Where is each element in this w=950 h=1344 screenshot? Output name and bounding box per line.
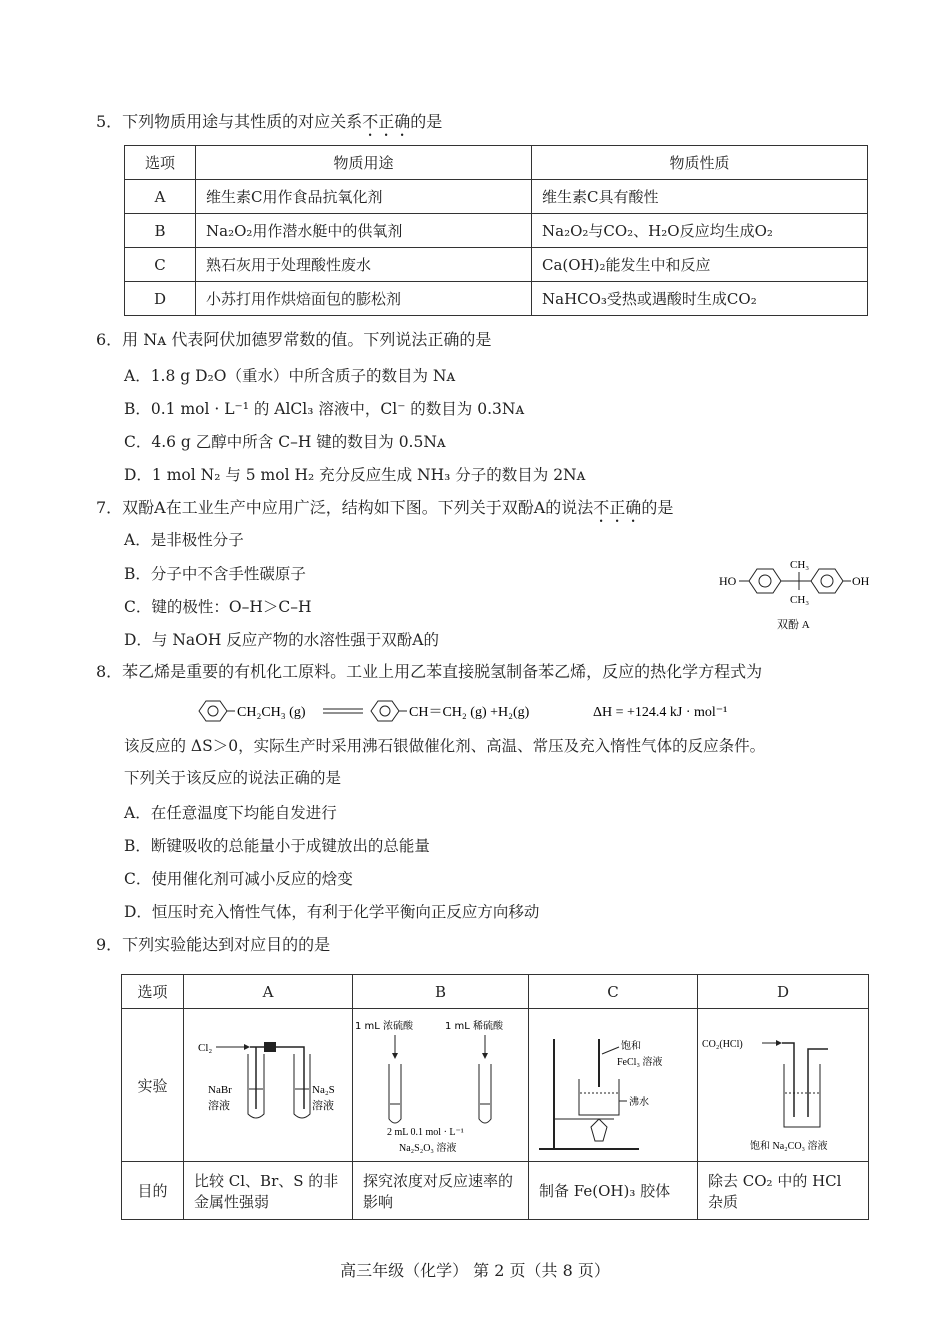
q7-option-c: C．键的极性：O–H＞C–H — [124, 598, 312, 616]
fig-b-cell — [353, 1009, 529, 1162]
table-row: 目的 比较 Cl、Br、S 的非金属性强弱 探究浓度对反应速率的影响 制备 Fe(OH)₃ 胶体 除去 CO₂ 中的 HCl 杂质 — [122, 1162, 869, 1220]
svg-text:Na₂S: Na₂S — [312, 1084, 335, 1096]
fig-a-apparatus — [184, 1009, 352, 1157]
q5-stem: 5．下列物质用途与其性质的对应关系不正确的是 — [96, 112, 443, 131]
q8-option-d: D．恒压时充入惰性气体，有利于化学平衡向正反应方向移动 — [124, 903, 540, 921]
q9-stem: 9．下列实验能达到对应目的的是 — [96, 935, 331, 954]
fig-b-apparatus — [353, 1009, 528, 1157]
fig-d-cell — [698, 1009, 869, 1162]
q8-option-a: A．在任意温度下均能自发进行 — [124, 804, 337, 822]
svg-text:溶液: 溶液 — [312, 1099, 334, 1112]
q9-table — [121, 974, 869, 1220]
table-row: A 维生素C用作食品抗氧化剂 维生素C具有酸性 — [125, 180, 868, 214]
q5-table — [124, 145, 868, 316]
table-row: D 小苏打用作烘焙面包的膨松剂 NaHCO₃受热或遇酸时生成CO₂ — [125, 282, 868, 316]
svg-text:沸水: 沸水 — [629, 1097, 649, 1108]
q6-option-d: D．1 mol N₂ 与 5 mol H₂ 充分反应生成 NH₃ 分子的数目为 2Nᴀ — [124, 466, 586, 484]
q6-option-b: B．0.1 mol · L⁻¹ 的 AlCl₃ 溶液中，Cl⁻ 的数目为 0.3Nᴀ — [124, 400, 525, 418]
bisphenol-a-structure — [715, 552, 875, 638]
svg-text:Na₂S₂O₃ 溶液: Na₂S₂O₃ 溶液 — [399, 1143, 457, 1154]
fig-d-apparatus — [698, 1009, 868, 1157]
svg-text:1 mL 稀硫酸: 1 mL 稀硫酸 — [445, 1021, 504, 1032]
svg-text:2 mL 0.1 mol · L⁻¹: 2 mL 0.1 mol · L⁻¹ — [387, 1127, 464, 1138]
q5-emphasis: 不正确 — [362, 112, 411, 131]
fig-c-apparatus — [529, 1009, 697, 1157]
svg-text:饱和 Na₂CO₃ 溶液: 饱和 Na₂CO₃ 溶液 — [750, 1141, 828, 1152]
svg-text:HO: HO — [719, 574, 737, 588]
q7-option-a: A．是非极性分子 — [124, 531, 244, 549]
fig-a-cell — [184, 1009, 353, 1162]
q7-option-d: D．与 NaOH 反应产物的水溶性强于双酚A的 — [124, 631, 440, 649]
svg-text:FeCl₃ 溶液: FeCl₃ 溶液 — [617, 1057, 663, 1068]
svg-text:1 mL 浓硫酸: 1 mL 浓硫酸 — [355, 1021, 414, 1032]
svg-text:饱和: 饱和 — [621, 1041, 641, 1052]
svg-text:CH₃: CH₃ — [790, 559, 810, 571]
svg-text:NaBr: NaBr — [208, 1084, 232, 1096]
q8-stem: 8．苯乙烯是重要的有机化工原料。工业上用乙苯直接脱氢制备苯乙烯，反应的热化学方程式为 — [96, 662, 763, 681]
q6-option-c: C．4.6 g 乙醇中所含 C–H 键的数目为 0.5Nᴀ — [124, 433, 446, 451]
table-row: C 熟石灰用于处理酸性废水 Ca(OH)₂能发生中和反应 — [125, 248, 868, 282]
q7-option-b: B．分子中不含手性碳原子 — [124, 565, 306, 583]
table-header: 物质用途 — [196, 146, 532, 180]
q7-emphasis: 不正确 — [593, 498, 642, 517]
svg-text:双酚 A: 双酚 A — [777, 619, 810, 631]
table-row: 选项 A B C D — [122, 975, 869, 1009]
svg-text:CO₂(HCl): CO₂(HCl) — [702, 1039, 743, 1050]
fig-c-cell — [529, 1009, 698, 1162]
svg-text:CH₃: CH₃ — [790, 594, 810, 606]
q8-equation — [195, 696, 815, 726]
table-row: B Na₂O₂用作潜水艇中的供氧剂 Na₂O₂与CO₂、H₂O反应均生成O₂ — [125, 214, 868, 248]
table-header: 物质性质 — [532, 146, 868, 180]
q8-line2: 该反应的 ΔS＞0，实际生产时采用沸石银做催化剂、高温、常压及充入惰性气体的反应条件。 — [124, 737, 766, 755]
q8-line3: 下列关于该反应的说法正确的是 — [124, 769, 342, 787]
svg-text:ΔH = +124.4 kJ · mol⁻¹: ΔH = +124.4 kJ · mol⁻¹ — [593, 705, 728, 720]
q8-option-b: B．断键吸收的总能量小于成键放出的总能量 — [124, 837, 430, 855]
q7-stem: 7．双酚A在工业生产中应用广泛，结构如下图。下列关于双酚A的说法不正确的是 — [96, 498, 674, 517]
svg-text:Cl₂: Cl₂ — [198, 1042, 213, 1054]
svg-text:OH: OH — [852, 574, 870, 588]
table-row — [125, 146, 868, 180]
svg-text:CH＝CH₂ (g) +H₂(g): CH＝CH₂ (g) +H₂(g) — [409, 705, 530, 720]
table-header: 选项 — [125, 146, 196, 180]
svg-text:溶液: 溶液 — [208, 1099, 230, 1112]
table-row: 实验 Cl₂ NaBr 溶液 Na₂S 溶液 1 mL 浓硫酸 1 mL 稀硫酸 2 mL 0.1 mol · L⁻¹ Na₂S₂O₃ 溶液 饱和 FeCl₃ 溶液 沸水 CO₂(HCl) 饱和 Na₂CO₃ 溶液 — [122, 1009, 869, 1162]
page-footer: 高三年级（化学） 第 2 页（共 8 页） — [340, 1261, 610, 1280]
q6-stem: 6．用 Nᴀ 代表阿伏加德罗常数的值。下列说法正确的是 — [96, 330, 492, 349]
svg-text:CH₂CH₃ (g): CH₂CH₃ (g) — [237, 705, 306, 720]
q8-option-c: C．使用催化剂可减小反应的焓变 — [124, 870, 353, 888]
q6-option-a: A．1.8 g D₂O（重水）中所含质子的数目为 Nᴀ — [124, 367, 456, 385]
